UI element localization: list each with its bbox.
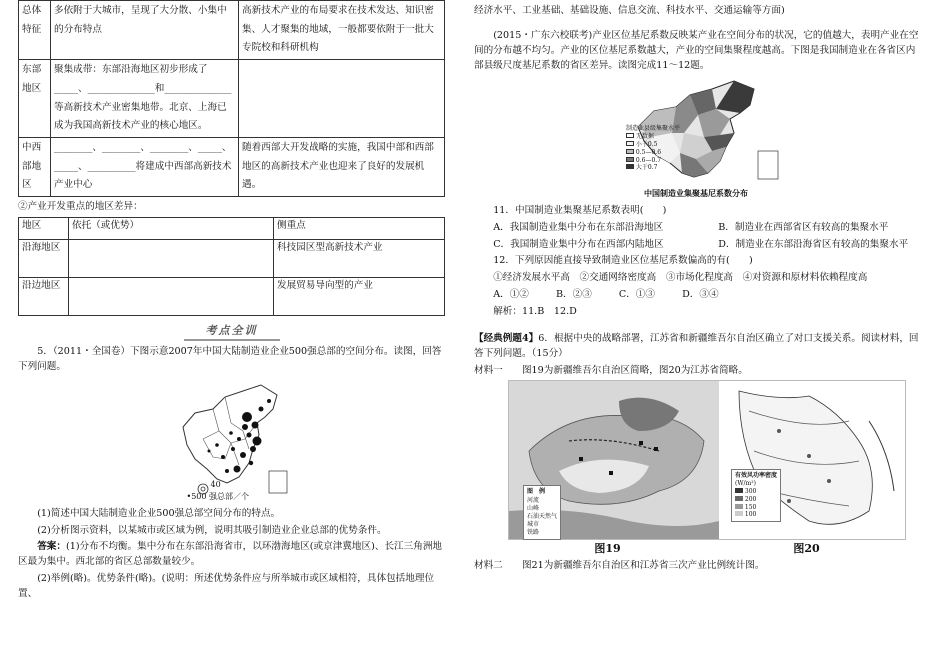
region-cell: 沿边地区 (19, 277, 69, 315)
table-row (19, 277, 445, 315)
q12-stem: 12．下列原因能直接导致制造业区位基尼系数偏高的有( ) (493, 255, 753, 267)
right-column (474, 0, 924, 576)
gini-legend-item: 无数据 (626, 133, 680, 141)
focus-cell: 科技园区型高新技术产业 (274, 239, 445, 277)
fig19-caption: 图19 (594, 542, 621, 556)
q11-options-row1 (474, 221, 924, 236)
q12-option-c: C．①③ (618, 289, 655, 301)
gini-legend-title: 制造业县级集聚水平 (626, 125, 681, 133)
features-table (18, 0, 445, 197)
wind-legend-item: 150 (735, 504, 777, 512)
basis-cell (69, 239, 274, 277)
q5-stem: 5．（2011・全国卷）下图示意2007年中国大陆制造业企业500强总部的空间分布。读图，回答下列问题。 (18, 345, 442, 372)
q11-option-d: D．制造业在东部沿海省区有较高的集聚水平 (718, 238, 909, 250)
q11-option-a: A．我国制造业集中分布在东部沿海地区 (493, 221, 664, 233)
q12-option-a: A．①② (493, 289, 529, 301)
col-header-region: 地区 (19, 217, 69, 239)
left-column (18, 0, 445, 604)
section2-title: ②产业开发重点的地区差异： (18, 201, 143, 213)
focus-cell: 发展贸易导向型的产业 (274, 277, 445, 315)
gini-legend-item: 小于0.5 (626, 141, 680, 149)
gini-map-caption: 中国制造业集聚基尼系数分布 (644, 188, 748, 199)
q5-answer-block (18, 540, 445, 570)
fig19-legend-item: 石油天然气 (527, 512, 558, 520)
wind-legend-title: 有效风功率密度 (735, 472, 778, 480)
hq-distribution-map (173, 379, 291, 501)
material-2: 材料二 图21为新疆维吾尔自治区和江苏省三次产业比例统计图。 (474, 560, 765, 572)
legend-value: 40 (210, 479, 221, 489)
example-stem (474, 332, 924, 362)
gini-legend-item: 0.6—0.7 (626, 157, 680, 165)
material-1: 材料一 图19为新疆维吾尔自治区简略，图20为江苏省简略。 (474, 364, 748, 376)
figure-captions (508, 540, 906, 557)
table-row (19, 239, 445, 277)
q12-options (474, 288, 924, 303)
example-text: 6．根据中央的战略部署，江苏省和新疆维吾尔自治区确立了对口支援关系。阅读材料，回答下列问题。（15分） (474, 332, 919, 359)
basis-cell (69, 277, 274, 315)
fig19-legend-item: 城市 (527, 520, 540, 528)
fig19-legend (523, 485, 561, 540)
east-cell: 聚集成带：东部沿海地区初步形成了_____、______________和______________等高新技术产业密集地带。北京、上海已成为我国高新技术产业的核心地区。 (51, 60, 239, 138)
row-label-midwest: 中西部地区 (19, 137, 51, 196)
china-map-svg (173, 379, 291, 497)
midwest-reason-cell: 随着西部大开发战略的实施，我国中部和西部地区的高新技术产业也迎来了良好的发展机遇。 (239, 137, 445, 196)
wind-legend-item: 100 (735, 511, 777, 519)
q11-option-b: B．制造业在西部省区有较高的集聚水平 (718, 221, 889, 233)
gini-intro: (2015・广东六校联考)产业区位基尼系数反映某产业在空间分布的状况，它的值越大，表明产业在空间的分布越不均匀。产业的区位基尼系数越大，产业的空间集聚程度越高。下图是我国制造业在各省区内部县级尺度基尼系数的省区差异。读图完成11～12题。 (474, 29, 919, 71)
gini-legend (626, 125, 680, 172)
east-reason-cell (239, 60, 445, 138)
answer-label: 答案： (37, 541, 66, 553)
section-banner: 考点全训 (184, 322, 280, 341)
fig19-legend-item: 铁路 (527, 528, 540, 536)
q12-option-d: D．③④ (682, 289, 719, 301)
gini-legend-item: 0.5—0.6 (626, 149, 680, 157)
gini-map (624, 75, 784, 187)
row-label-east: 东部地区 (19, 60, 51, 138)
q12-items: ①经济发展水平高 ②交通网络密度高 ③市场化程度高 ④对资源和原材料依赖程度高 (493, 272, 868, 284)
wind-legend-item: 300 (735, 488, 777, 496)
q11-options-row2 (474, 238, 924, 253)
continued-text: 经济水平、工业基础、基础设施、信息交流、科技水平、交通运输等方面) (474, 5, 785, 16)
col-header-focus: 侧重点 (274, 217, 445, 239)
q11-stem: 11．中国制造业集聚基尼系数表明( ) (493, 204, 667, 216)
gini-legend-item: 大于0.7 (626, 164, 680, 172)
legend-label: •500 强总部／个 (186, 491, 250, 501)
fig19-20-svg (509, 381, 905, 539)
fig20-caption: 图20 (793, 542, 820, 556)
solution-text: 解析：11.B 12.D (493, 305, 577, 317)
fig19-legend-item: 河流 (527, 496, 540, 504)
q5-sub2: (2)分析图示资料，以某城市或区域为例，说明其吸引制造业企业总部的优势条件。 (37, 524, 387, 536)
overall-reason-cell: 高新技术产业的布局要求在技术发达、知识密集、人才聚集的地域，一般都要依附于一批大专院校和科研机构 (239, 1, 445, 60)
q5-sub1: (1)简述中国大陆制造业企业500强总部空间分布的特点。 (37, 507, 281, 519)
answer-text-2: (2)举例(略)。优势条件(略)。(说明：所述优势条件应与所举城市或区域相符，具体包括地理位置、 (18, 573, 435, 599)
wind-legend-item: 200 (735, 496, 777, 504)
example-tag: 【经典例题4】 (474, 332, 539, 344)
region-table (18, 217, 445, 316)
q11-option-c: C．我国制造业集中分布在西部内陆地区 (493, 238, 664, 250)
midwest-cell: ________、________、________、_____、_____、__________将建成中西部高新技术产业中心 (51, 137, 239, 196)
row-label-overall: 总体特征 (19, 1, 51, 60)
overall-east-cell: 多依附于大城市，呈现了大分散、小集中的分布特点 (51, 1, 239, 60)
region-cell: 沿海地区 (19, 239, 69, 277)
fig19-legend-item: 山峰 (527, 504, 540, 512)
q12-option-b: B．②③ (555, 289, 592, 301)
xinjiang-jiangsu-maps (508, 380, 906, 540)
col-header-basis: 依托（或优势） (69, 217, 274, 239)
wind-legend (731, 469, 781, 522)
fig19-legend-title: 图 例 (527, 488, 546, 496)
answer-text-1: (1)分布不均衡。集中分布在东部沿海省市，以环渤海地区(或京津冀地区)、长江三角洲地区最为集中。西北部的省区总部数量较少。 (18, 541, 443, 568)
wind-legend-unit: (W/m²) (735, 480, 756, 488)
